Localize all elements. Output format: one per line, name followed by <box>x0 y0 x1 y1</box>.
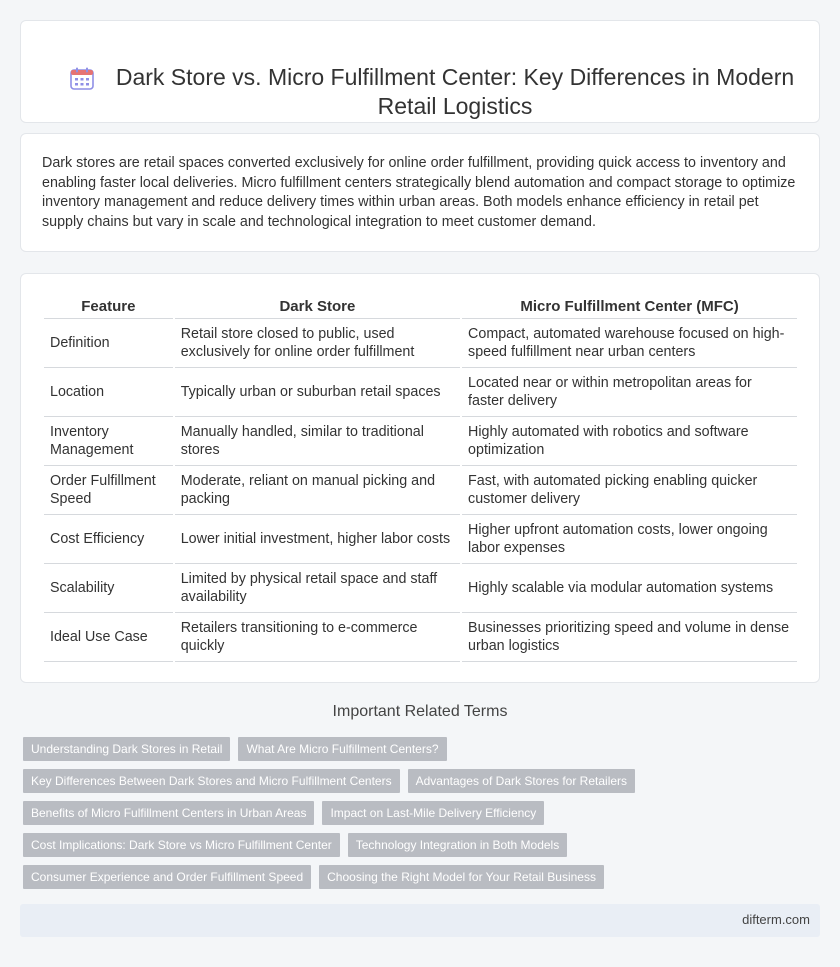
tag-row <box>23 801 823 825</box>
dark-store-cell: Typically urban or suburban retail spaces <box>175 368 460 417</box>
table-row <box>44 417 797 466</box>
header-mfc: Micro Fulfillment Center (MFC) <box>462 296 797 319</box>
comparison-card <box>20 273 820 683</box>
tag-row <box>23 737 823 761</box>
feature-cell: Ideal Use Case <box>44 613 173 662</box>
related-term-link[interactable]: Choosing the Right Model for Your Retail Business <box>319 865 604 889</box>
site-name[interactable]: difterm.com <box>742 912 810 927</box>
intro-card <box>20 133 820 252</box>
calendar-icon <box>69 67 95 91</box>
mfc-cell: Compact, automated warehouse focused on high-speed fulfillment near urban centers <box>462 319 797 368</box>
feature-cell: Cost Efficiency <box>44 515 173 564</box>
related-term-link[interactable]: Benefits of Micro Fulfillment Centers in Urban Areas <box>23 801 314 825</box>
feature-cell: Definition <box>44 319 173 368</box>
related-term-link[interactable]: Understanding Dark Stores in Retail <box>23 737 230 761</box>
mfc-cell: Fast, with automated picking enabling quicker customer delivery <box>462 466 797 515</box>
tag-row <box>23 769 823 793</box>
related-term-link[interactable]: Impact on Last-Mile Delivery Efficiency <box>322 801 544 825</box>
tag-row <box>23 833 823 857</box>
mfc-cell: Highly scalable via modular automation systems <box>462 564 797 613</box>
related-term-link[interactable]: What Are Micro Fulfillment Centers? <box>238 737 446 761</box>
dark-store-cell: Lower initial investment, higher labor costs <box>175 515 460 564</box>
table-row <box>44 466 797 515</box>
footer <box>20 904 820 937</box>
feature-cell: Scalability <box>44 564 173 613</box>
title-card <box>20 20 820 123</box>
table-row <box>44 564 797 613</box>
header-feature: Feature <box>44 296 173 319</box>
related-term-link[interactable]: Cost Implications: Dark Store vs Micro Fulfillment Center <box>23 833 340 857</box>
related-term-link[interactable]: Key Differences Between Dark Stores and Micro Fulfillment Centers <box>23 769 400 793</box>
mfc-cell: Higher upfront automation costs, lower ongoing labor expenses <box>462 515 797 564</box>
related-term-link[interactable]: Technology Integration in Both Models <box>348 833 567 857</box>
mfc-cell: Highly automated with robotics and software optimization <box>462 417 797 466</box>
comparison-table <box>42 296 799 662</box>
dark-store-cell: Retail store closed to public, used exclusively for online order fulfillment <box>175 319 460 368</box>
dark-store-cell: Moderate, reliant on manual picking and packing <box>175 466 460 515</box>
header-dark-store: Dark Store <box>175 296 460 319</box>
mfc-cell: Businesses prioritizing speed and volume in dense urban logistics <box>462 613 797 662</box>
dark-store-cell: Retailers transitioning to e-commerce quickly <box>175 613 460 662</box>
feature-cell: Location <box>44 368 173 417</box>
mfc-cell: Located near or within metropolitan areas for faster delivery <box>462 368 797 417</box>
table-row <box>44 319 797 368</box>
dark-store-cell: Manually handled, similar to traditional stores <box>175 417 460 466</box>
related-terms-heading: Important Related Terms <box>332 703 508 720</box>
feature-cell: Inventory Management <box>44 417 173 466</box>
table-row <box>44 368 797 417</box>
intro-text: Dark stores are retail spaces converted exclusively for online order fulfillment, providing quick access to inventory and enabling faster local deliveries. Micro fulfillment centers strategically blend automation and compact storage to optimize inventory management and reduce delivery times within urban areas. Both models enhance efficiency in retail pet supply chains but vary in scale and technological integration to meet customer demand. <box>42 155 796 230</box>
dark-store-cell: Limited by physical retail space and staff availability <box>175 564 460 613</box>
feature-cell: Order Fulfillment Speed <box>44 466 173 515</box>
table-row <box>44 613 797 662</box>
related-terms-list <box>23 737 823 897</box>
page-title: Dark Store vs. Micro Fulfillment Center: Key Differences in Modern Retail Logistics <box>115 64 795 119</box>
related-term-link[interactable]: Advantages of Dark Stores for Retailers <box>408 769 635 793</box>
table-header-row <box>44 296 797 319</box>
table-row <box>44 515 797 564</box>
related-term-link[interactable]: Consumer Experience and Order Fulfillment Speed <box>23 865 311 889</box>
tag-row <box>23 865 823 889</box>
